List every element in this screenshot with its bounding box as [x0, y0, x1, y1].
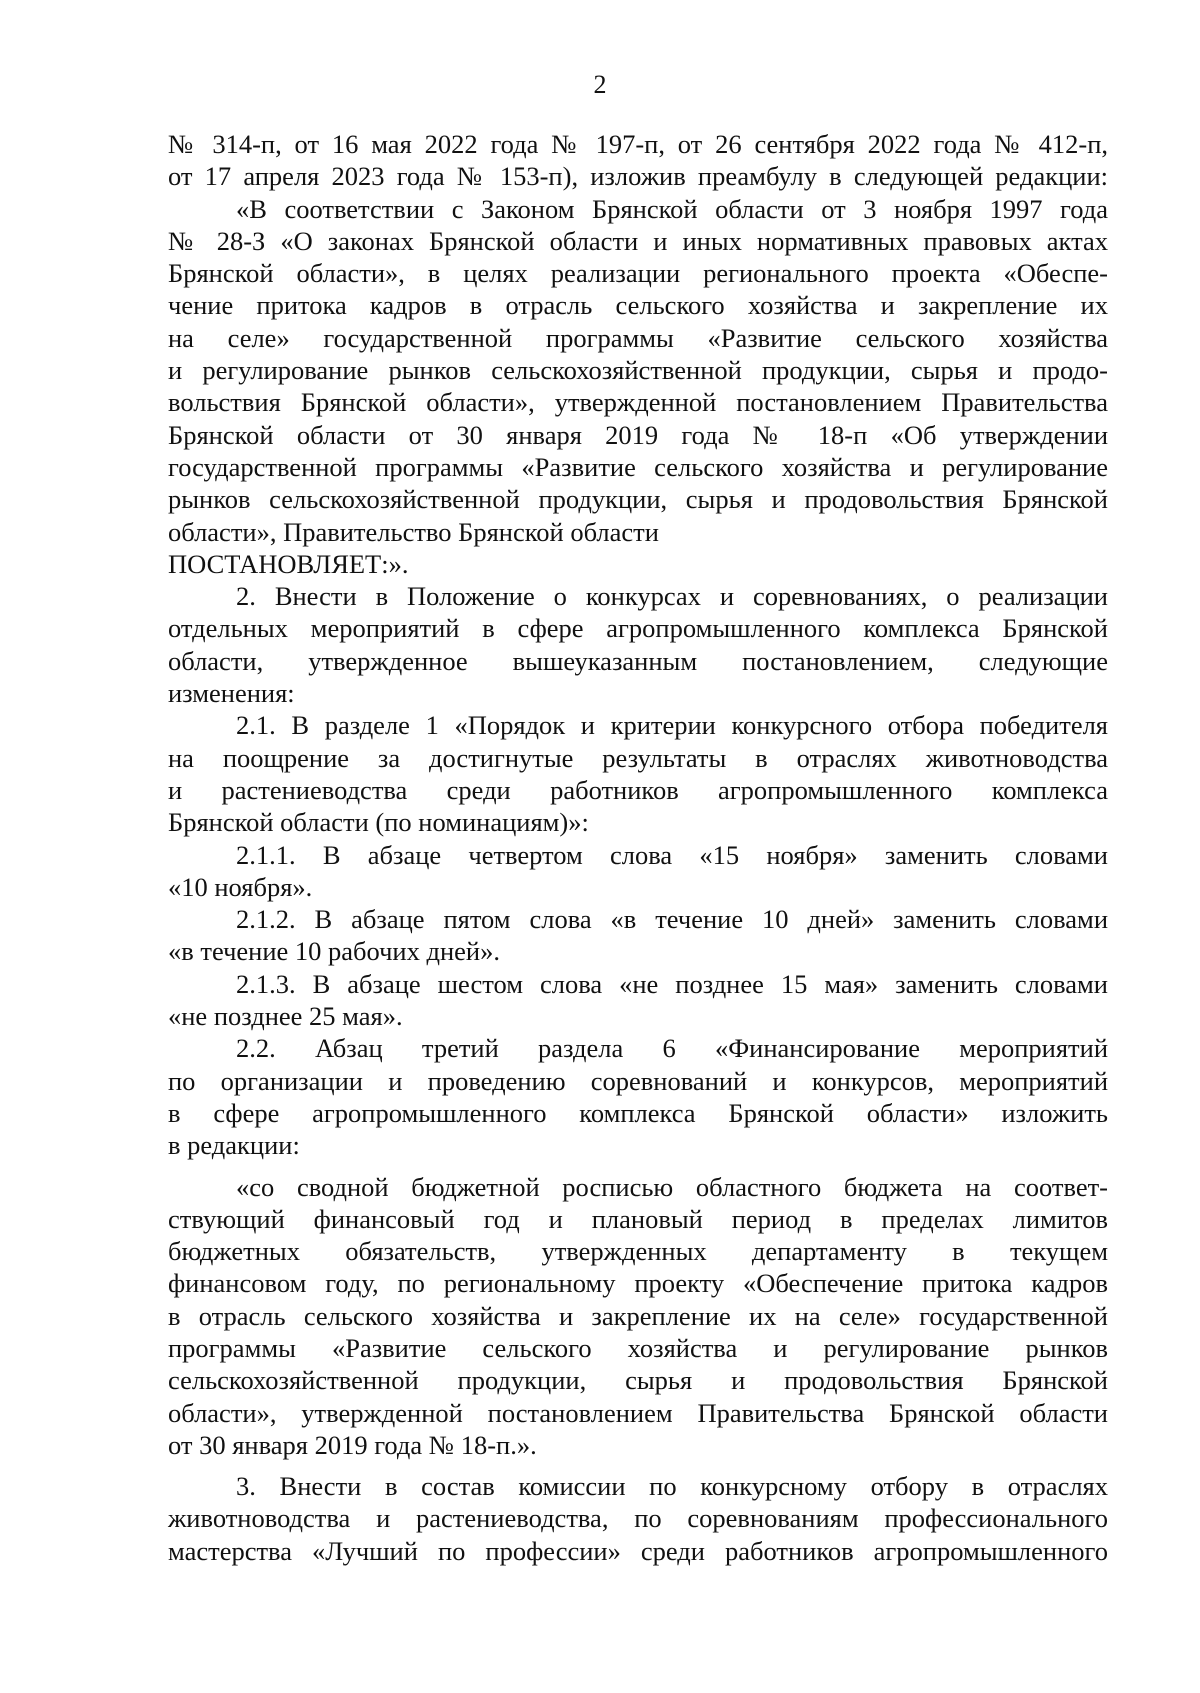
paragraph-gap — [168, 1461, 1108, 1470]
text-line: изменения: — [168, 678, 295, 709]
text-line: «не позднее 25 мая». — [168, 1001, 403, 1032]
text-line: животноводства и растениеводства, по соревнованиям профессионального — [168, 1503, 1108, 1534]
text-line: 2.2. Абзац третий раздела 6 «Финансирование мероприятий — [236, 1033, 1108, 1064]
text-line: Брянской области», в целях реализации регионального проекта «Обеспе- — [168, 258, 1108, 289]
text-line: на поощрение за достигнутые результаты в отраслях животноводства — [168, 742, 1108, 773]
text-line: «10 ноября». — [168, 871, 313, 902]
text-line: 3. Внести в состав комиссии по конкурсному отбору в отраслях — [236, 1471, 1108, 1502]
text-line: 2.1.2. В абзаце пятом слова «в течение 10 дней» заменить словами — [236, 904, 1108, 935]
text-line: 2.1. В разделе 1 «Порядок и критерии конкурсного отбора победителя — [236, 710, 1108, 741]
text-line: в редакции: — [168, 1130, 300, 1161]
text-line: рынков сельскохозяйственной продукции, сырья и продовольствия Брянской — [168, 484, 1108, 515]
text-line: в отрасль сельского хозяйства и закрепление их на селе» государственной — [168, 1300, 1108, 1331]
text-line: № 314-п, от 16 мая 2022 года № 197-п, от 26 сентября 2022 года № 412-п, — [168, 129, 1108, 159]
text-line: мастерства «Лучший по профессии» среди работников агропромышленного — [168, 1535, 1108, 1566]
text-line: «со сводной бюджетной росписью областного бюджета на соответ- — [236, 1171, 1108, 1202]
text-line: чение притока кадров в отрасль сельского хозяйства и закрепление их — [168, 290, 1108, 321]
text-line: 2.1.3. В абзаце шестом слова «не позднее 15 мая» заменить словами — [236, 968, 1108, 999]
text-line: Брянской области от 30 января 2019 года № 18-п «Об утверждении — [168, 419, 1108, 450]
text-line: на селе» государственной программы «Развитие сельского хозяйства — [168, 322, 1108, 353]
text-line: 2.1.1. В абзаце четвертом слова «15 ноября» заменить словами — [236, 839, 1108, 870]
text-line: государственной программы «Развитие сельского хозяйства и регулирование — [168, 451, 1108, 482]
text-line: бюджетных обязательств, утвержденных департаменту в текущем — [168, 1236, 1108, 1267]
text-line: области», Правительство Брянской области — [168, 516, 659, 547]
text-line: «в течение 10 рабочих дней». — [168, 936, 500, 967]
text-line: от 30 января 2019 года № 18-п.». — [168, 1429, 537, 1460]
text-line: и регулирование рынков сельскохозяйственной продукции, сырья и продо- — [168, 355, 1108, 386]
text-line: и растениеводства среди работников агропромышленного комплекса — [168, 774, 1108, 805]
text-line: сельскохозяйственной продукции, сырья и продовольствия Брянской — [168, 1365, 1108, 1396]
page-number: 2 — [593, 70, 607, 99]
text-line: области, утвержденное вышеуказанным постановлением, следующие — [168, 645, 1108, 676]
text-line: отдельных мероприятий в сфере агропромышленного комплекса Брянской — [168, 613, 1108, 644]
text-line: программы «Развитие сельского хозяйства и регулирование рынков — [168, 1332, 1108, 1363]
text-line: ствующий финансовый год и плановый период в пределах лимитов — [168, 1203, 1108, 1234]
text-line: 2. Внести в Положение о конкурсах и соревнованиях, о реализации — [236, 581, 1108, 612]
text-line: № 28-З «О законах Брянской области и иных нормативных правовых актах — [168, 225, 1108, 256]
text-line: вольствия Брянской области», утвержденной постановлением Правительства — [168, 387, 1108, 418]
text-line: от 17 апреля 2023 года № 153-п), изложив преамбулу в следующей редакции: — [168, 161, 1108, 192]
text-line: по организации и проведению соревнований и конкурсов, мероприятий — [168, 1065, 1108, 1096]
text-line: финансовом году, по региональному проекту «Обеспечение притока кадров — [168, 1268, 1108, 1299]
text-line: «В соответствии с Законом Брянской области от 3 ноября 1997 года — [236, 193, 1108, 224]
text-line: ПОСТАНОВЛЯЕТ:». — [168, 548, 409, 579]
paragraph-gap — [168, 1162, 1108, 1171]
text-line: в сфере агропромышленного комплекса Брянской области» изложить — [168, 1097, 1108, 1128]
text-line: области», утвержденной постановлением Правительства Брянской области — [168, 1397, 1108, 1428]
document-body — [168, 128, 1108, 1567]
text-line: Брянской области (по номинациям)»: — [168, 807, 589, 838]
